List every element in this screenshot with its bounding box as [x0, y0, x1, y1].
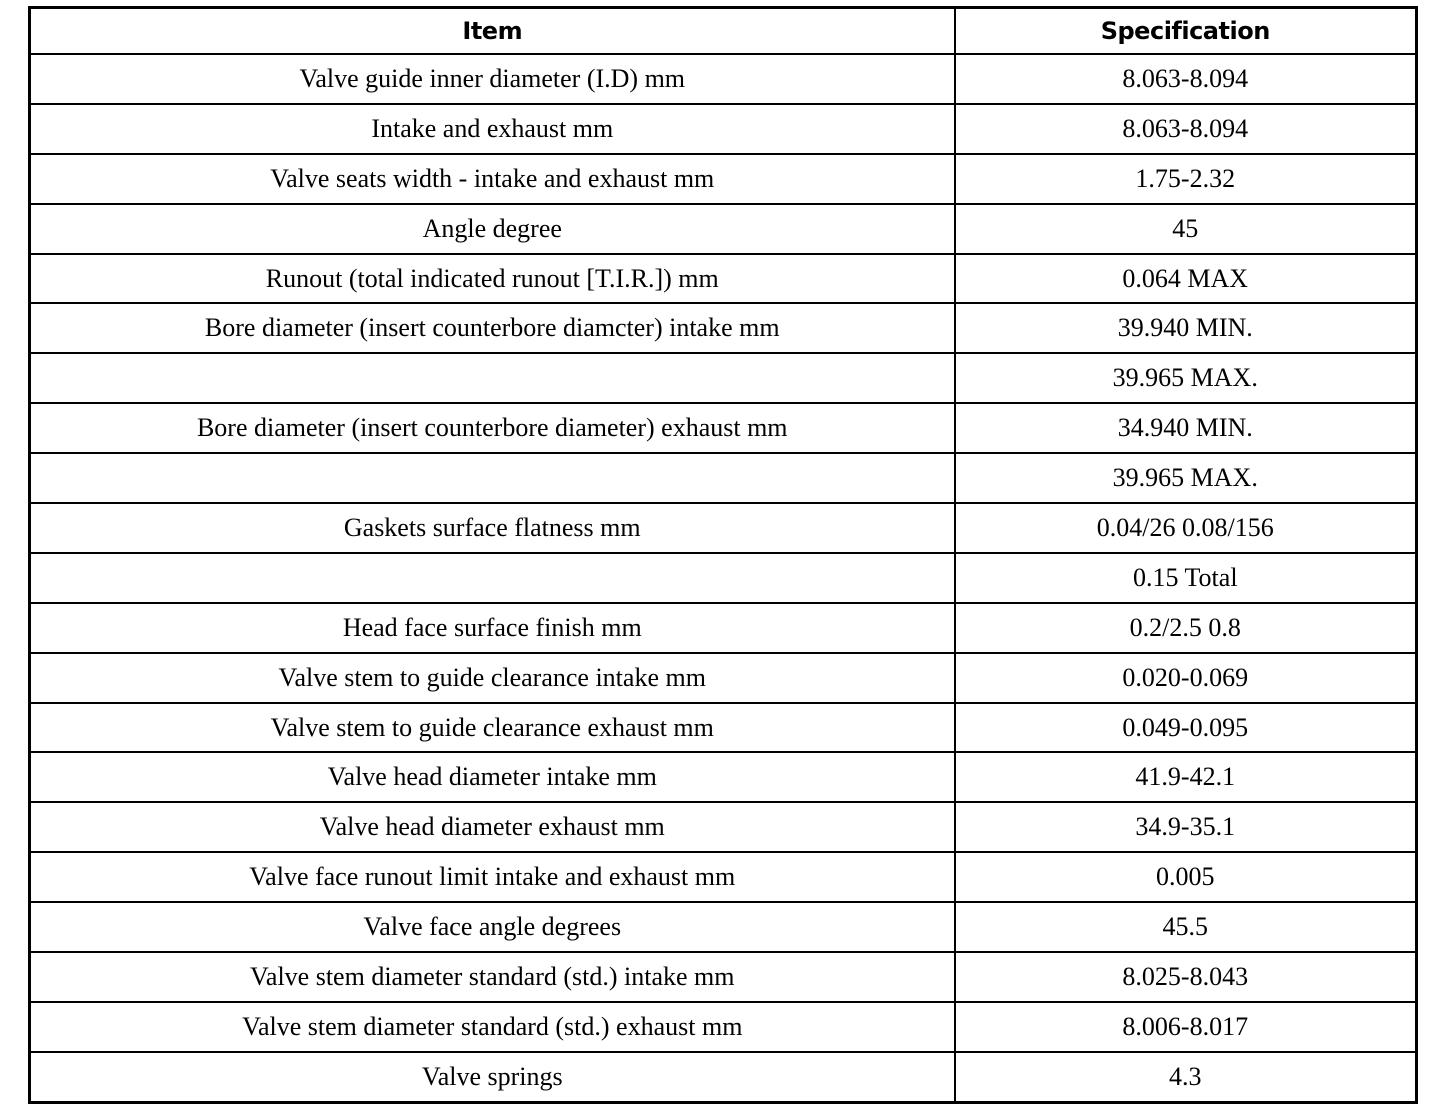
item-cell: Valve stem diameter standard (std.) intake mm — [30, 952, 955, 1002]
item-cell: Runout (total indicated runout [T.I.R.]) mm — [30, 254, 955, 304]
item-cell: Bore diameter (insert counterbore diameter) exhaust mm — [30, 403, 955, 453]
item-cell: Valve guide inner diameter (I.D) mm — [30, 54, 955, 104]
table-row — [30, 204, 1417, 254]
table-row — [30, 603, 1417, 653]
specification-cell: 34.9-35.1 — [955, 802, 1417, 852]
specification-cell: 8.025-8.043 — [955, 952, 1417, 1002]
item-cell: Gaskets surface flatness mm — [30, 503, 955, 553]
item-cell — [30, 353, 955, 403]
specification-cell: 45 — [955, 204, 1417, 254]
specification-cell: 4.3 — [955, 1052, 1417, 1103]
item-cell: Intake and exhaust mm — [30, 104, 955, 154]
specification-cell: 8.063-8.094 — [955, 104, 1417, 154]
table-body — [30, 54, 1417, 1103]
table-row — [30, 353, 1417, 403]
specification-cell: 39.940 MIN. — [955, 303, 1417, 353]
specification-cell: 45.5 — [955, 902, 1417, 952]
table-row — [30, 752, 1417, 802]
table-row — [30, 902, 1417, 952]
specification-cell: 39.965 MAX. — [955, 353, 1417, 403]
item-cell: Valve springs — [30, 1052, 955, 1103]
table-row — [30, 653, 1417, 703]
table-row — [30, 952, 1417, 1002]
specification-cell: 34.940 MIN. — [955, 403, 1417, 453]
item-cell: Valve head diameter intake mm — [30, 752, 955, 802]
table-row — [30, 54, 1417, 104]
specification-cell: 39.965 MAX. — [955, 453, 1417, 503]
item-cell: Valve face runout limit intake and exhaust mm — [30, 852, 955, 902]
specification-cell: 0.064 MAX — [955, 254, 1417, 304]
item-cell — [30, 453, 955, 503]
specification-cell: 41.9-42.1 — [955, 752, 1417, 802]
table-row — [30, 503, 1417, 553]
specification-cell: 0.04/26 0.08/156 — [955, 503, 1417, 553]
item-cell — [30, 553, 955, 603]
specification-cell: 0.15 Total — [955, 553, 1417, 603]
specification-cell: 0.005 — [955, 852, 1417, 902]
item-cell: Valve face angle degrees — [30, 902, 955, 952]
table-header-row — [30, 8, 1417, 55]
specification-cell: 0.049-0.095 — [955, 703, 1417, 753]
specification-cell: 1.75-2.32 — [955, 154, 1417, 204]
specification-cell: 0.2/2.5 0.8 — [955, 603, 1417, 653]
item-cell: Valve stem to guide clearance exhaust mm — [30, 703, 955, 753]
table-row — [30, 453, 1417, 503]
spec-table — [28, 6, 1418, 1104]
table-row — [30, 104, 1417, 154]
specification-cell: 8.006-8.017 — [955, 1002, 1417, 1052]
table-row — [30, 254, 1417, 304]
item-cell: Angle degree — [30, 204, 955, 254]
table-row — [30, 553, 1417, 603]
header-specification: Specification — [955, 8, 1417, 55]
item-cell: Valve stem to guide clearance intake mm — [30, 653, 955, 703]
table-row — [30, 1052, 1417, 1103]
specification-cell: 8.063-8.094 — [955, 54, 1417, 104]
item-cell: Valve stem diameter standard (std.) exhaust mm — [30, 1002, 955, 1052]
table-row — [30, 403, 1417, 453]
table-row — [30, 154, 1417, 204]
item-cell: Bore diameter (insert counterbore diamcter) intake mm — [30, 303, 955, 353]
table-row — [30, 703, 1417, 753]
table-row — [30, 1002, 1417, 1052]
table-row — [30, 852, 1417, 902]
table-row — [30, 303, 1417, 353]
specification-cell: 0.020-0.069 — [955, 653, 1417, 703]
table-row — [30, 802, 1417, 852]
header-item: Item — [30, 8, 955, 55]
item-cell: Valve seats width - intake and exhaust mm — [30, 154, 955, 204]
item-cell: Valve head diameter exhaust mm — [30, 802, 955, 852]
item-cell: Head face surface finish mm — [30, 603, 955, 653]
